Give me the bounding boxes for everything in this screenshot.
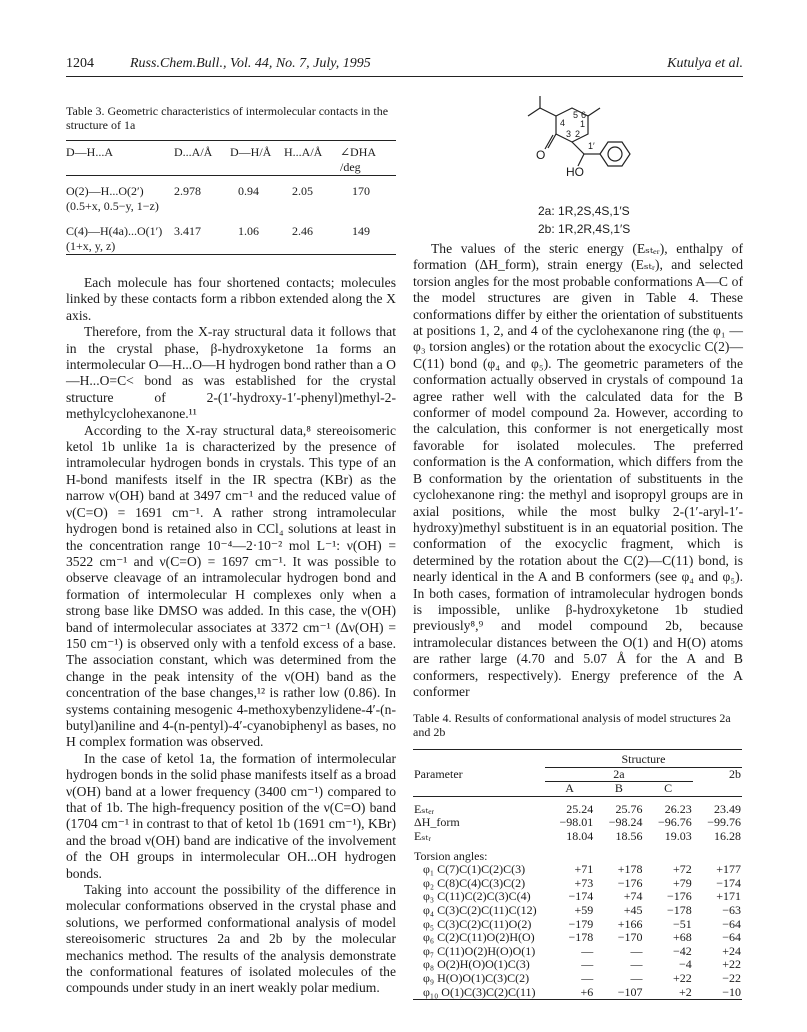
symmetry-cell: (0.5+x, 0.5−y, 1−z) (66, 199, 159, 213)
value-a-cell: −174 (568, 889, 594, 904)
value-b-cell: −170 (617, 930, 643, 945)
table-row (413, 945, 742, 959)
value-b-cell: — (630, 970, 643, 985)
value-2b-cell: 23.49 (714, 801, 741, 816)
value-c-cell: −96.76 (657, 815, 692, 830)
value-a-cell: +59 (574, 902, 594, 917)
ha-cell: 2.05 (292, 184, 313, 198)
angle-cell: 170 (352, 184, 370, 198)
value-2b-cell: +22 (722, 957, 741, 972)
value-2b-cell: −22 (722, 970, 741, 985)
value-b-cell: — (630, 943, 643, 958)
value-a-cell: −178 (568, 930, 594, 945)
value-b-cell: 18.56 (615, 828, 643, 843)
value-a-cell: 18.04 (566, 828, 594, 843)
paragraph: In the case of ketol 1a, the formation of intermolecular hydrogen bonds in the solid phase manifests itself as a broad ν(OH) band at a lower frequency (3400 cm⁻¹) compared to that of 1b. The high-frequency position of the ν(C=O) band (1704 cm⁻¹ in contrast to that of ketol 1b (1691 cm⁻¹), KBr) and the broad ν(OH) band are indicative of the involvement of the OH groups in intermolecular OH...OH hydrogen bonds. (66, 750, 396, 881)
table-row (413, 958, 742, 972)
value-c-cell: +2 (678, 984, 692, 999)
table4-sub-a: A (545, 782, 594, 797)
value-b-cell: 25.76 (615, 801, 643, 816)
contact-cell: O(2)—H...O(2′) (66, 184, 144, 198)
da-cell: 2.978 (174, 184, 201, 198)
row-label-cell: φ₇ C(11)O(2)H(O)O(1) (423, 943, 536, 958)
ring-number-1: 1 (580, 119, 586, 129)
value-c-cell: +22 (672, 970, 692, 985)
torsion-rows (413, 863, 742, 999)
table3-h2: D—H/Å (230, 145, 272, 159)
value-a-cell: — (581, 970, 594, 985)
ring-number-4: 4 (560, 118, 566, 128)
value-c-cell: −42 (672, 943, 692, 958)
value-2b-cell: −99.76 (707, 815, 741, 830)
value-a-cell: +71 (574, 862, 594, 877)
table-row (413, 972, 742, 986)
value-c-cell: +79 (672, 875, 692, 890)
value-b-cell: −176 (617, 875, 643, 890)
journal-reference: Russ.Chem.Bull., Vol. 44, No. 7, July, 1995 (130, 56, 371, 71)
row-label-cell: Eₛₜₑᵣ (414, 801, 435, 816)
table-row (413, 863, 742, 877)
table-row (413, 830, 742, 844)
value-c-cell: −51 (672, 916, 692, 931)
right-column-text (413, 241, 743, 700)
table3-header-row (66, 145, 396, 176)
value-b-cell: +74 (623, 889, 643, 904)
value-a-cell: 25.24 (566, 801, 594, 816)
paragraph: Therefore, from the X-ray structural data it follows that in the crystal phase, β-hydroxyketone 1a forms an intermolecular O—H...O—H hydrogen bond rather than a O—H...O=C< bond as was established for the crystal structure of 2-(1′-hydroxy-1′-phenyl)methyl-2-methylcyclohexanone.¹¹ (66, 324, 396, 422)
value-2b-cell: +24 (722, 943, 741, 958)
value-c-cell: −176 (666, 889, 692, 904)
compound-2a-label: 2a: 1R,2S,4S,1′S (538, 204, 630, 218)
value-2b-cell: +177 (716, 862, 741, 877)
table3 (66, 140, 396, 263)
table-row (66, 184, 396, 214)
value-a-cell: +73 (574, 875, 594, 890)
value-2b-cell: −174 (716, 875, 741, 890)
value-a-cell: +6 (580, 984, 594, 999)
dh-cell: 1.06 (238, 224, 259, 238)
table4-caption: Table 4. Results of conformational analysis of model structures 2a and 2b (413, 711, 731, 739)
value-a-cell: — (581, 943, 594, 958)
table3-h1: D...A/Å (174, 145, 213, 159)
value-b-cell: — (630, 957, 643, 972)
table4-structure-header: Structure (621, 752, 666, 766)
value-2b-cell: +171 (716, 889, 741, 904)
page-number: 1204 (66, 56, 94, 71)
row-label-cell: Eₛₜᵣ (414, 828, 432, 843)
ring-number-5: 5 (573, 110, 579, 120)
table-row (413, 931, 742, 945)
value-b-cell: −107 (617, 984, 643, 999)
left-column-text (66, 275, 396, 997)
table3-h0: D—H...A (66, 145, 113, 159)
row-label-cell: φ₃ C(11)C(2)C(3)C(4) (423, 889, 531, 904)
value-c-cell: −178 (666, 902, 692, 917)
value-2b-cell: −10 (722, 984, 741, 999)
chemical-structure (500, 96, 680, 191)
value-b-cell: +178 (617, 862, 643, 877)
table4-sub-b: B (594, 782, 643, 797)
value-2b-cell: −64 (722, 930, 741, 945)
ring-number-2: 2 (575, 129, 581, 139)
value-c-cell: −4 (678, 957, 692, 972)
table-row (413, 816, 742, 830)
row-label-cell: φ₆ C(2)C(11)O(2)H(O) (423, 930, 535, 945)
value-a-cell: −98.01 (559, 815, 594, 830)
value-2b-cell: 16.28 (714, 828, 741, 843)
paragraph: According to the X-ray structural data,⁸ stereoisomeric ketol 1b unlike 1a is characterized by the presence of intramolecular hydrogen bonds in crystals. This type of an H-bond manifests itself in the IR spectra (KBr) as the narrow ν(OH) band at 3497 cm⁻¹ and the reduced value of ν(C=O) = 1691 cm⁻¹. A rather strong intramolecular hydrogen bond is retained also in CCl₄ solutions at least in the concentration range 10⁻⁴—2·10⁻² mol L⁻¹: ν(OH) = 3522 cm⁻¹ and ν(C=O) = 1697 cm⁻¹. It was possible to observe cleavage of an intramolecular hydrogen bond and formation of intermolecular H complexes only when a strong base like DMSO was added. In this case, the ν(OH) band of intermolecular associates at 3372 cm⁻¹ (Δν(OH) = 150 cm⁻¹) is observed only with a tenfold excess of a base. The association constant, which was determined from the change in the peak intensity of the ν(OH) band as the concentration of the base changes,¹² is rather low (0.86). In systems containing mesogenic 4-methoxybenzylidene-4′-(n-butyl)aniline and 4-(n-pentyl)-4′-cyanobiphenyl as bases, no H complex formation was observed. (66, 422, 396, 750)
value-b-cell: −98.24 (608, 815, 643, 830)
row-label-cell: φ₁₀ O(1)C(3)C(2)C(11) (423, 984, 536, 999)
table-row (66, 224, 396, 255)
carbonyl-oxygen-label: O (536, 148, 546, 162)
value-c-cell: +68 (672, 930, 692, 945)
ha-cell: 2.46 (292, 224, 313, 238)
contact-cell: C(4)—H(4a)...O(1′) (66, 224, 163, 238)
paragraph: Each molecule has four shortened contacts; molecules linked by these contacts form a ribbon extended along the X axis. (66, 275, 396, 323)
row-label-cell: ΔH_form (414, 815, 460, 830)
value-b-cell: +166 (617, 916, 643, 931)
row-label-cell: φ₂ C(8)C(4)C(3)C(2) (423, 875, 526, 890)
table3-h4: ∠DHA /deg (340, 145, 376, 174)
paragraph: Taking into account the possibility of the difference in molecular conformations observed in the crystal phase and solutions, we performed conformational analysis of model stereoisomeric structures 2a and 2b by the molecular mechanics method. The results of the analysis demonstrate the conformational features of isolated molecules of the compounds under study in an inert weakly polar medium. (66, 882, 396, 996)
torsion-angles-label: Torsion angles: (414, 848, 488, 863)
table4-parameter-header: Parameter (414, 766, 463, 781)
table4-2b-header: 2b (693, 767, 742, 782)
running-authors: Kutulya et al. (667, 56, 743, 71)
table4 (413, 749, 742, 1002)
da-cell: 3.417 (174, 224, 201, 238)
table-row (413, 803, 742, 817)
value-a-cell: −179 (568, 916, 594, 931)
compound-2b-label: 2b: 1R,2R,4S,1′S (538, 222, 631, 236)
header-rule (66, 76, 743, 77)
symmetry-cell: (1+x, y, z) (66, 239, 116, 253)
row-label-cell: φ₁ C(7)C(1)C(2)C(3) (423, 862, 526, 877)
value-a-cell: — (581, 957, 594, 972)
hydroxyl-label: HO (566, 165, 584, 179)
row-label-cell: φ₈ O(2)H(O)O(1)C(3) (423, 957, 530, 972)
table3-h3: H...A/Å (284, 145, 323, 159)
value-2b-cell: −64 (722, 916, 741, 931)
table4-block (413, 711, 743, 1002)
table-row (413, 877, 742, 891)
ring-number-3: 3 (566, 129, 572, 139)
row-label-cell: φ₅ C(3)C(2)C(11)O(2) (423, 916, 532, 931)
table3-block (66, 104, 396, 263)
table-row (413, 986, 742, 1000)
value-b-cell: +45 (623, 902, 643, 917)
value-c-cell: +72 (672, 862, 692, 877)
row-label-cell: φ₉ H(O)O(1)C(3)C(2) (423, 970, 530, 985)
table-row (413, 918, 742, 932)
value-2b-cell: −63 (722, 902, 741, 917)
paragraph: The values of the steric energy (Eₛₜₑᵣ), enthalpy of formation (ΔH_form), strain energy (Eₛₜᵣ), and selected torsion angles for the most probable conformations A—C of the model structures are given in Table 4. These conformations differ by either the orientation of substituents at positions 1, 2, and 4 of the cyclohexanone ring (the φ₁ — φ₃ torsion angles) or the rotation about the exocyclic C(2)—C(11) bond (φ₄ and φ₅). The geometric parameters of the conformation actually observed in crystals of compound 1a agree rather well with the calculated data for the B conformer of model compound 2a. However, according to the calculation, this conformer is not energetically most favorable for isolated molecules. The preferred conformation is the A conformation, which differs from the B conformation by the orientation of substituents in the cyclohexanone ring: the methyl and isopropyl groups are in axial positions, while the most bulky 2-(1′-aryl-1′-hydroxy)methyl substituent is in an equatorial position. The conformation of the exocyclic fragment, which is determined by the rotation about the C(2)—C(11) bond, is nearly identical in the A and B conformers (see φ₄ and φ₅). In both cases, formation of intramolecular hydrogen bonds is impossible, unlike β-hydroxyketone 1b studied previously⁸,⁹ and model compound 2b, because intramolecular distances between the O(1) and H(O) atoms are rather large (4.70 and 5.07 Å for the A and B conformers, respectively). Energy preference of the A conformer (413, 241, 743, 699)
table3-caption: Table 3. Geometric characteristics of intermolecular contacts in the structure of 1a (66, 104, 389, 132)
table4-2a-header: 2a (545, 767, 693, 782)
row-label-cell: φ₄ C(3)C(2)C(11)C(12) (423, 902, 537, 917)
prime-label: 1′ (588, 141, 595, 151)
value-c-cell: 19.03 (664, 828, 692, 843)
ring-number-6: 6 (581, 110, 587, 120)
table-row (413, 890, 742, 904)
energy-rows (413, 803, 742, 844)
table4-sub-c: C (644, 782, 693, 797)
table-row (413, 904, 742, 918)
value-c-cell: 26.23 (664, 801, 692, 816)
dh-cell: 0.94 (238, 184, 259, 198)
angle-cell: 149 (352, 224, 370, 238)
